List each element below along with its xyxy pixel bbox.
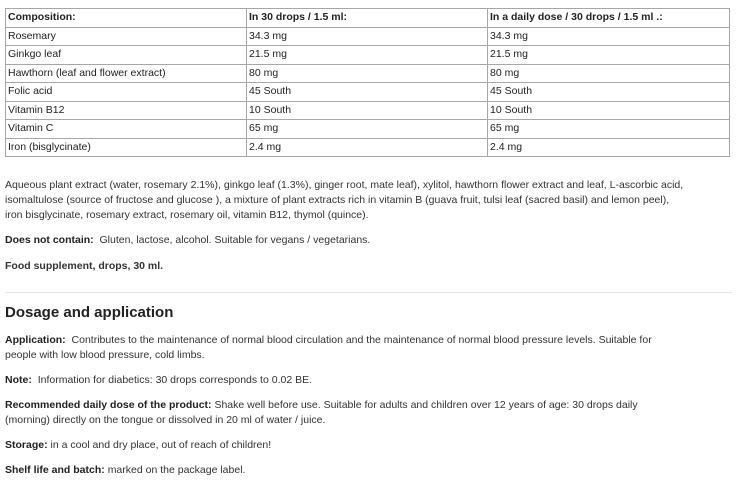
table-row xyxy=(6,138,730,157)
application-paragraph xyxy=(5,333,733,363)
ingredients-paragraph xyxy=(5,178,733,223)
recommended-dose-text-line2: (morning) directly on the tongue or dissolved in 20 ml of water / juice. xyxy=(5,414,326,426)
shelf-life-text: marked on the package label. xyxy=(107,464,246,476)
ingredients-line: isomaltulose (source of fructose and glucose ), a mixture of plant extracts rich in vitamin B (guava fruit, tulsi leaf (sacred basil) and lemon peel), xyxy=(5,194,670,206)
amount-per-30-drops: 45 South xyxy=(247,83,488,102)
food-supplement-text: Food supplement, drops, 30 ml. xyxy=(5,260,164,272)
amount-per-30-drops: 10 South xyxy=(247,101,488,120)
dosage-section-title: Dosage and application xyxy=(5,304,174,321)
recommended-dose-paragraph xyxy=(5,398,733,428)
table-row xyxy=(6,27,730,46)
ingredient-name: Iron (bisglycinate) xyxy=(6,138,247,157)
recommended-dose-label: Recommended daily dose of the product: xyxy=(5,399,212,411)
header-per-30-drops: In 30 drops / 1.5 ml: xyxy=(247,9,488,28)
ingredient-name: Folic acid xyxy=(6,83,247,102)
does-not-contain-paragraph xyxy=(5,233,733,248)
ingredient-name: Ginkgo leaf xyxy=(6,46,247,65)
table-row xyxy=(6,83,730,102)
amount-daily-dose: 34.3 mg xyxy=(488,27,730,46)
ingredients-line: iron bisglycinate, rosemary extract, rosemary oil, vitamin B12, thymol (quince). xyxy=(5,209,369,221)
note-label: Note: xyxy=(5,374,32,386)
shelf-life-paragraph xyxy=(5,463,733,478)
amount-per-30-drops: 80 mg xyxy=(247,64,488,83)
amount-daily-dose: 10 South xyxy=(488,101,730,120)
ingredient-name: Vitamin B12 xyxy=(6,101,247,120)
amount-daily-dose: 65 mg xyxy=(488,120,730,139)
amount-per-30-drops: 2.4 mg xyxy=(247,138,488,157)
application-text: Contributes to the maintenance of normal blood circulation and the maintenance of normal blood pressure levels. Suitable for xyxy=(71,334,652,346)
composition-table xyxy=(5,8,730,157)
header-daily-dose: In a daily dose / 30 drops / 1.5 ml .: xyxy=(488,9,730,28)
table-row xyxy=(6,46,730,65)
table-row xyxy=(6,120,730,139)
storage-label: Storage: xyxy=(5,439,48,451)
table-row xyxy=(6,64,730,83)
does-not-contain-label: Does not contain: xyxy=(5,234,94,246)
storage-paragraph xyxy=(5,438,733,453)
table-row xyxy=(6,101,730,120)
section-divider xyxy=(5,292,732,293)
note-text: Information for diabetics: 30 drops corresponds to 0.02 BE. xyxy=(37,374,313,386)
ingredient-name: Rosemary xyxy=(6,27,247,46)
amount-daily-dose: 21.5 mg xyxy=(488,46,730,65)
amount-daily-dose: 45 South xyxy=(488,83,730,102)
does-not-contain-text: Gluten, lactose, alcohol. Suitable for vegans / vegetarians. xyxy=(99,234,371,246)
amount-per-30-drops: 34.3 mg xyxy=(247,27,488,46)
shelf-life-label: Shelf life and batch: xyxy=(5,464,105,476)
amount-daily-dose: 80 mg xyxy=(488,64,730,83)
ingredient-name: Vitamin C xyxy=(6,120,247,139)
table-header-row xyxy=(6,9,730,28)
amount-per-30-drops: 21.5 mg xyxy=(247,46,488,65)
storage-text: in a cool and dry place, out of reach of children! xyxy=(50,439,272,451)
note-paragraph xyxy=(5,373,733,388)
application-label: Application: xyxy=(5,334,66,346)
ingredient-name: Hawthorn (leaf and flower extract) xyxy=(6,64,247,83)
header-composition: Composition: xyxy=(6,9,247,28)
amount-per-30-drops: 65 mg xyxy=(247,120,488,139)
application-text-line2: people with low blood pressure, cold limbs. xyxy=(5,349,205,361)
recommended-dose-text: Shake well before use. Suitable for adults and children over 12 years of age: 30 drops daily xyxy=(214,399,638,411)
ingredients-line: Aqueous plant extract (water, rosemary 2.1%), ginkgo leaf (1.3%), ginger root, mate leaf), xylitol, hawthorn flower extract and leaf, L-ascorbic acid, xyxy=(5,179,684,191)
amount-daily-dose: 2.4 mg xyxy=(488,138,730,157)
